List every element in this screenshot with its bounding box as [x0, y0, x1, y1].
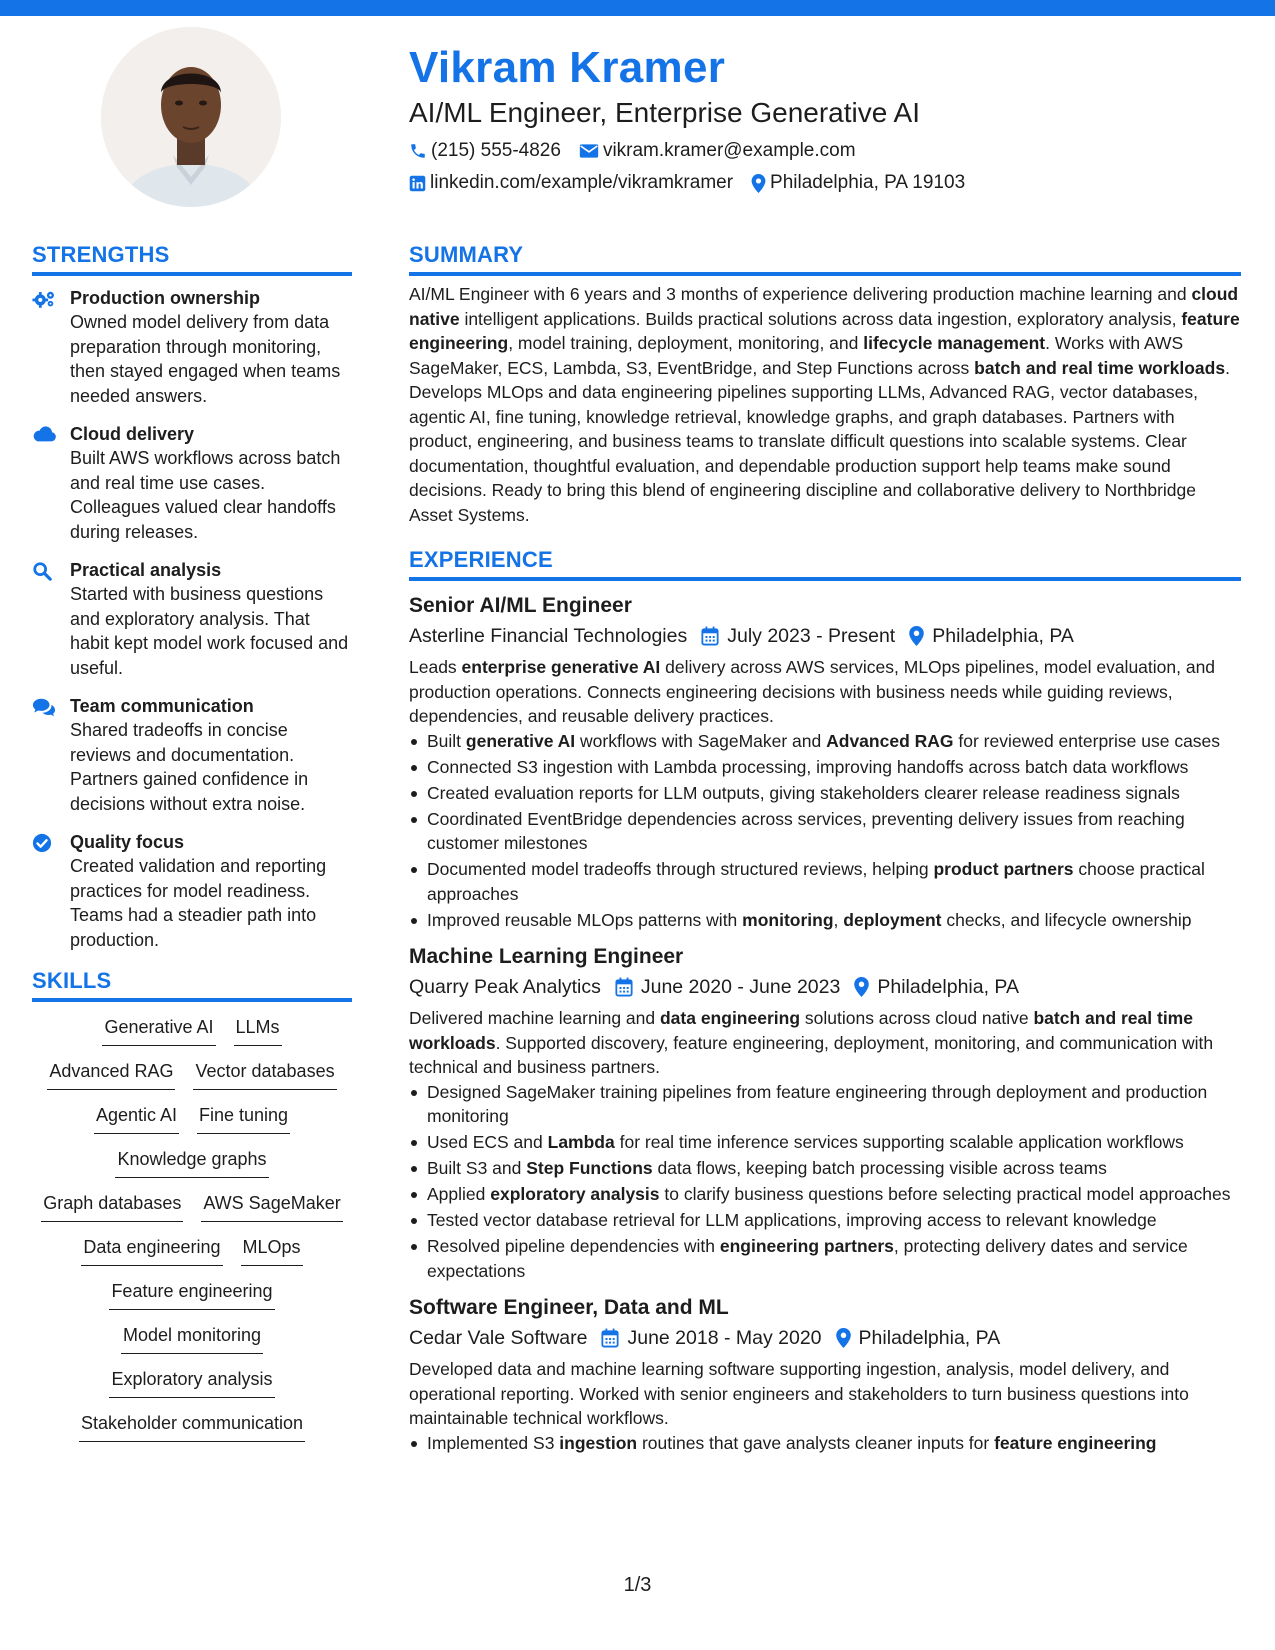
job-meta [409, 972, 1241, 1002]
bullet-item: Coordinated EventBridge dependencies across services, preventing delivery issues from reaching customer milestones [409, 807, 1241, 856]
skill-tag: Model monitoring [121, 1320, 263, 1354]
strength-title: Cloud delivery [70, 424, 195, 444]
phone-item[interactable] [409, 136, 561, 166]
skill-tag: Knowledge graphs [115, 1144, 268, 1178]
calendar-icon [701, 626, 719, 646]
bullet-item: Improved reusable MLOps patterns with monitoring, deployment checks, and lifecycle ownership [409, 908, 1241, 933]
strength-item [32, 558, 352, 680]
skill-tag: Vector databases [193, 1056, 336, 1090]
check-circle-icon [32, 830, 70, 952]
job-meta [409, 1323, 1241, 1353]
job-title: Senior AI/ML Engineer [409, 594, 632, 617]
strength-body [70, 286, 352, 408]
linkedin-item[interactable] [409, 168, 733, 198]
strength-body [70, 694, 352, 816]
job-entry [409, 942, 1241, 1283]
company-name: Asterline Financial Technologies [409, 625, 688, 647]
job-location [836, 1323, 1001, 1353]
calendar-icon [601, 1328, 619, 1348]
skill-row [112, 1320, 272, 1354]
strength-item [32, 830, 352, 952]
skill-tag: MLOps [241, 1232, 303, 1266]
skill-row [72, 1232, 311, 1266]
top-accent-bar [0, 0, 1275, 16]
strength-desc: Owned model delivery from data preparation through monitoring, then stayed engaged when teams needed answers. [70, 312, 341, 406]
search-icon [32, 558, 70, 680]
job-description: Delivered machine learning and data engineering solutions across cloud native batch and real time workloads. Supported discovery, feature engineering, deployment, monitoring, and communication with technical and business partners. [409, 1008, 1214, 1077]
strength-body [70, 558, 352, 680]
strength-body [70, 830, 352, 952]
strength-item [32, 422, 352, 544]
bullet-item: Connected S3 ingestion with Lambda processing, improving handoffs across batch data workflows [409, 755, 1241, 780]
location-text: Philadelphia, PA [858, 1327, 1001, 1349]
company-name: Cedar Vale Software [409, 1327, 588, 1349]
dates-text: July 2023 - Present [727, 625, 896, 647]
skills-list [32, 1012, 352, 1452]
skill-tag: Generative AI [102, 1012, 215, 1046]
job-bullets [409, 1431, 1241, 1456]
strengths-list [32, 286, 352, 952]
bullet-item: Resolved pipeline dependencies with engineering partners, protecting delivery dates and service expectations [409, 1234, 1241, 1283]
strength-title: Practical analysis [70, 560, 222, 580]
bullet-item: Applied exploratory analysis to clarify business questions before selecting practical model approaches [409, 1182, 1241, 1207]
linkedin-icon [409, 175, 426, 192]
page-number: 1/3 [623, 1574, 652, 1596]
strength-body [70, 422, 352, 544]
job-meta [409, 621, 1241, 651]
cloud-icon [32, 422, 70, 544]
dates-text: June 2020 - June 2023 [640, 976, 841, 998]
skill-row [85, 1100, 299, 1134]
dates-text: June 2018 - May 2020 [627, 1327, 822, 1349]
map-pin-icon [751, 174, 766, 193]
skill-row [32, 1188, 351, 1222]
map-pin-icon [854, 977, 869, 997]
location-text: Philadelphia, PA 19103 [770, 172, 966, 193]
location-item [751, 168, 965, 198]
skill-tag: AWS SageMaker [201, 1188, 342, 1222]
linkedin-text: linkedin.com/example/vikramkramer [430, 172, 734, 193]
skills-heading: SKILLS [32, 966, 352, 1002]
skill-tag: Feature engineering [109, 1276, 274, 1310]
job-dates [615, 972, 841, 1002]
summary-text: AI/ML Engineer with 6 years and 3 months of experience delivering production machine learning and cloud native intelligent applications. Builds practical solutions across data ingestion, exploratory analysis, feature engineering, model training, deployment, monitoring, and lifecycle management. Works with AWS SageMaker, ECS, Lambda, S3, EventBridge, and Step Functions across batch and real time workloads. Develops MLOps and data engineering pipelines supporting LLMs, Advanced RAG, vector databases, agentic AI, fine tuning, knowledge retrieval, knowledge graphs, and graph databases. Partners with product, engineering, and business teams to translate difficult questions into scalable systems. Clear documentation, thoughtful evaluation, and dependable production support help teams make sound decisions. Ready to bring this blend of engineering discipline and collaborative delivery to Northbridge Asset Systems. [409, 284, 1240, 525]
skill-row [70, 1408, 314, 1442]
left-column [32, 240, 352, 1452]
job-entry [409, 1293, 1241, 1455]
skill-tag: Advanced RAG [47, 1056, 175, 1090]
bullet-item: Created evaluation reports for LLM outputs, giving stakeholders clearer release readiness signals [409, 781, 1241, 806]
job-company [409, 1323, 587, 1353]
skill-tag: Stakeholder communication [79, 1408, 305, 1442]
skill-tag: Agentic AI [94, 1100, 179, 1134]
email-text: vikram.kramer@example.com [602, 140, 856, 161]
right-column [409, 240, 1241, 1457]
skill-row [100, 1276, 283, 1310]
summary-heading: SUMMARY [409, 240, 1241, 276]
envelope-icon [579, 143, 599, 159]
job-company [409, 972, 601, 1002]
job-description: Leads enterprise generative AI delivery across AWS services, MLOps pipelines, model evaluation, and production operations. Connects engineering decisions with business needs while guiding reviews, dependencies, and reusable delivery practices. [409, 657, 1216, 726]
strength-desc: Shared tradeoffs in concise reviews and documentation. Partners gained confidence in decisions without extra noise. [70, 720, 309, 814]
comments-icon [32, 694, 70, 816]
contact-row-1 [409, 136, 1249, 166]
phone-icon [409, 142, 427, 160]
bullet-item: Built S3 and Step Functions data flows, keeping batch processing visible across teams [409, 1156, 1241, 1181]
calendar-icon [615, 977, 633, 997]
experience-list [409, 591, 1241, 1455]
job-location [854, 972, 1019, 1002]
bullet-item: Tested vector database retrieval for LLM applications, improving access to relevant knowledge [409, 1208, 1241, 1233]
profile-photo [101, 27, 281, 207]
skill-tag: LLMs [234, 1012, 282, 1046]
bullet-item: Used ECS and Lambda for real time inference services supporting scalable application workflows [409, 1130, 1241, 1155]
strength-title: Quality focus [70, 832, 185, 852]
job-entry [409, 591, 1241, 932]
skill-tag: Fine tuning [197, 1100, 290, 1134]
bullet-item: Documented model tradeoffs through structured reviews, helping product partners choose practical approaches [409, 857, 1241, 906]
strength-title: Team communication [70, 696, 254, 716]
map-pin-icon [909, 626, 924, 646]
phone-text: (215) 555-4826 [431, 140, 561, 161]
map-pin-icon [836, 1328, 851, 1348]
job-bullets [409, 729, 1241, 933]
skill-tag: Exploratory analysis [109, 1364, 274, 1398]
strength-item [32, 286, 352, 408]
job-title: Machine Learning Engineer [409, 945, 684, 968]
skill-row [106, 1144, 277, 1178]
strength-desc: Created validation and reporting practices for model readiness. Teams had a steadier path into production. [70, 856, 327, 950]
job-dates [701, 621, 895, 651]
strengths-heading: STRENGTHS [32, 240, 352, 276]
skill-tag: Data engineering [81, 1232, 222, 1266]
candidate-name: Vikram Kramer [409, 43, 726, 92]
location-text: Philadelphia, PA [877, 976, 1019, 998]
strength-desc: Built AWS workflows across batch and real time use cases. Colleagues valued clear handoffs during releases. [70, 448, 341, 542]
skill-row [38, 1056, 345, 1090]
bullet-item: Designed SageMaker training pipelines from feature engineering through deployment and production monitoring [409, 1080, 1241, 1129]
experience-heading: EXPERIENCE [409, 545, 1241, 581]
gears-icon [32, 286, 70, 408]
resume-header [409, 40, 1249, 198]
contact-row-2 [409, 168, 1249, 198]
email-item[interactable] [579, 136, 856, 166]
job-description: Developed data and machine learning software supporting ingestion, analysis, model delivery, and operational reporting. Worked with senior engineers and stakeholders to turn business questions into maintainable technical workflows. [409, 1359, 1189, 1428]
company-name: Quarry Peak Analytics [409, 976, 601, 998]
skill-row [93, 1012, 290, 1046]
bullet-item: Implemented S3 ingestion routines that gave analysts cleaner inputs for feature engineering [409, 1431, 1241, 1456]
job-title: Software Engineer, Data and ML [409, 1296, 729, 1319]
bullet-item: Built generative AI workflows with SageMaker and Advanced RAG for reviewed enterprise use cases [409, 729, 1241, 754]
job-company [409, 621, 687, 651]
candidate-title: AI/ML Engineer, Enterprise Generative AI [409, 97, 921, 128]
strength-title: Production ownership [70, 288, 261, 308]
skill-row [100, 1364, 283, 1398]
skill-tag: Graph databases [41, 1188, 183, 1222]
strength-desc: Started with business questions and exploratory analysis. That habit kept model work focused and useful. [70, 584, 349, 678]
job-bullets [409, 1080, 1241, 1284]
job-location [909, 621, 1074, 651]
job-dates [601, 1323, 821, 1353]
strength-item [32, 694, 352, 816]
location-text: Philadelphia, PA [932, 625, 1074, 647]
